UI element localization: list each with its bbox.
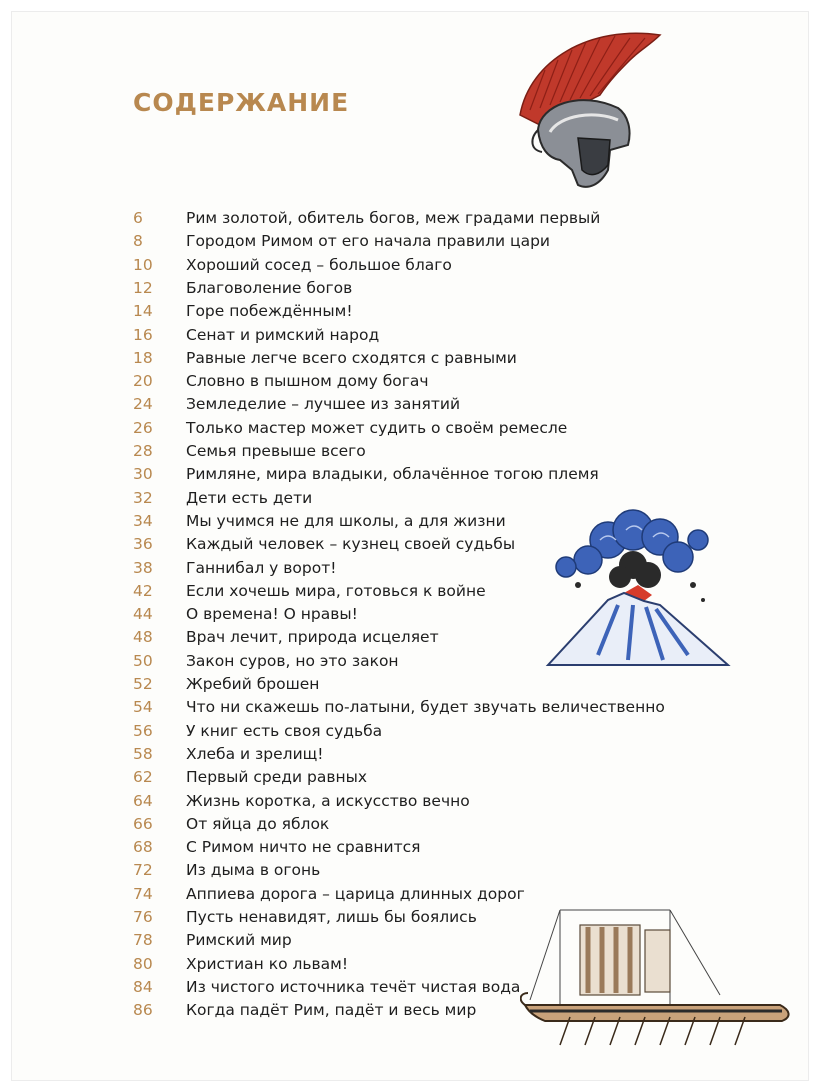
toc-page-number: 30 <box>133 465 153 484</box>
toc-chapter-title: Если хочешь мира, готовься к войне <box>186 581 486 600</box>
toc-page-number: 64 <box>133 791 153 810</box>
toc-chapter-title: Первый среди равных <box>186 768 368 787</box>
toc-page-number: 56 <box>133 721 153 740</box>
toc-page-number: 80 <box>133 954 153 973</box>
toc-chapter-title: Дети есть дети <box>186 488 313 507</box>
toc-page-number: 78 <box>133 931 153 950</box>
toc-page-number: 50 <box>133 651 153 670</box>
toc-chapter-title: У книг есть своя судьба <box>186 721 383 740</box>
toc-chapter-title: Семья превыше всего <box>186 442 366 460</box>
toc-page-number: 10 <box>133 255 153 274</box>
toc-page-number: 68 <box>133 838 153 857</box>
volcano-icon <box>538 505 738 675</box>
toc-chapter-title: Сенат и римский народ <box>186 325 380 344</box>
toc-chapter-title: Закон суров, но это закон <box>186 651 399 670</box>
toc-page-number: 18 <box>133 348 153 367</box>
toc-chapter-title: Горе побеждённым! <box>186 302 353 321</box>
toc-page-number: 42 <box>133 581 153 600</box>
page-title: СОДЕРЖАНИЕ <box>133 88 350 117</box>
toc-page-number: 66 <box>133 814 153 833</box>
toc-chapter-title: Жизнь коротка, а искусство вечно <box>186 791 470 810</box>
toc-chapter-title: Врач лечит, природа исцеляет <box>186 628 439 647</box>
toc-page-number: 38 <box>133 558 153 577</box>
toc-page-number: 72 <box>133 861 153 880</box>
toc-page-number: 14 <box>133 302 153 321</box>
toc-page-number: 74 <box>133 884 153 903</box>
toc-chapter-title: Хороший сосед – большое благо <box>186 255 452 274</box>
toc-chapter-title: Каждый человек – кузнец своей судьбы <box>186 535 516 554</box>
toc-page-number: 48 <box>133 628 153 647</box>
toc-chapter-title: Пусть ненавидят, лишь бы боялись <box>186 908 477 926</box>
toc-page-number: 34 <box>133 511 153 530</box>
toc-page-number: 52 <box>133 675 153 693</box>
toc-chapter-title: Земледелие – лучшее из занятий <box>186 395 461 414</box>
toc-chapter-title: Словно в пышном дому богач <box>186 372 429 391</box>
toc-page-number: 12 <box>133 278 153 297</box>
toc-page-number: 58 <box>133 744 153 763</box>
toc-page-number: 6 <box>133 209 143 227</box>
toc-page-number: 28 <box>133 442 153 460</box>
toc-page-number: 62 <box>133 768 153 787</box>
toc-chapter-title: Только мастер может судить о своём ремесле <box>186 418 568 437</box>
toc-chapter-title: С Римом ничто не сравнится <box>186 838 421 857</box>
toc-page-number: 8 <box>133 232 143 251</box>
toc-chapter-title: О времена! О нравы! <box>186 605 358 624</box>
toc-chapter-title: Из чистого источника течёт чистая вода <box>186 977 521 996</box>
toc-page-number: 36 <box>133 535 153 554</box>
toc-chapter-title: Хлеба и зрелищ! <box>186 744 324 763</box>
toc-chapter-title: От яйца до яблок <box>186 814 330 833</box>
toc-chapter-title: Равные легче всего сходятся с равными <box>186 348 517 367</box>
toc-page-number: 16 <box>133 325 153 344</box>
toc-chapter-title: Римляне, мира владыки, облачённое тогою племя <box>186 465 599 484</box>
toc-chapter-title: Когда падёт Рим, падёт и весь мир <box>186 1001 477 1020</box>
toc-page-number: 84 <box>133 977 153 996</box>
toc-page-number: 24 <box>133 395 153 414</box>
galley-ship-icon <box>520 905 800 1055</box>
toc-page-number: 20 <box>133 372 153 391</box>
toc-chapter-title: Из дыма в огонь <box>186 861 321 880</box>
toc-page-number: 32 <box>133 488 153 507</box>
toc-chapter-title: Аппиева дорога – царица длинных дорог <box>186 884 525 903</box>
toc-chapter-title: Благоволение богов <box>186 278 353 297</box>
roman-helmet-icon <box>500 20 670 200</box>
toc-page-number: 54 <box>133 698 153 717</box>
toc-page-number: 86 <box>133 1001 153 1020</box>
toc-chapter-title: Что ни скажешь по-латыни, будет звучать величественно <box>186 698 665 717</box>
toc-chapter-title: Христиан ко львам! <box>186 954 349 973</box>
toc-chapter-title: Жребий брошен <box>186 675 320 693</box>
toc-chapter-title: Римский мир <box>186 931 292 950</box>
toc-page-number: 76 <box>133 908 153 926</box>
toc-chapter-title: Городом Римом от его начала правили цари <box>186 232 550 251</box>
toc-chapter-title: Ганнибал у ворот! <box>186 558 337 577</box>
toc-chapter-title: Мы учимся не для школы, а для жизни <box>186 511 506 530</box>
toc-page-number: 44 <box>133 605 153 624</box>
toc-page-number: 26 <box>133 418 153 437</box>
toc-chapter-title: Рим золотой, обитель богов, меж градами первый <box>186 209 601 227</box>
